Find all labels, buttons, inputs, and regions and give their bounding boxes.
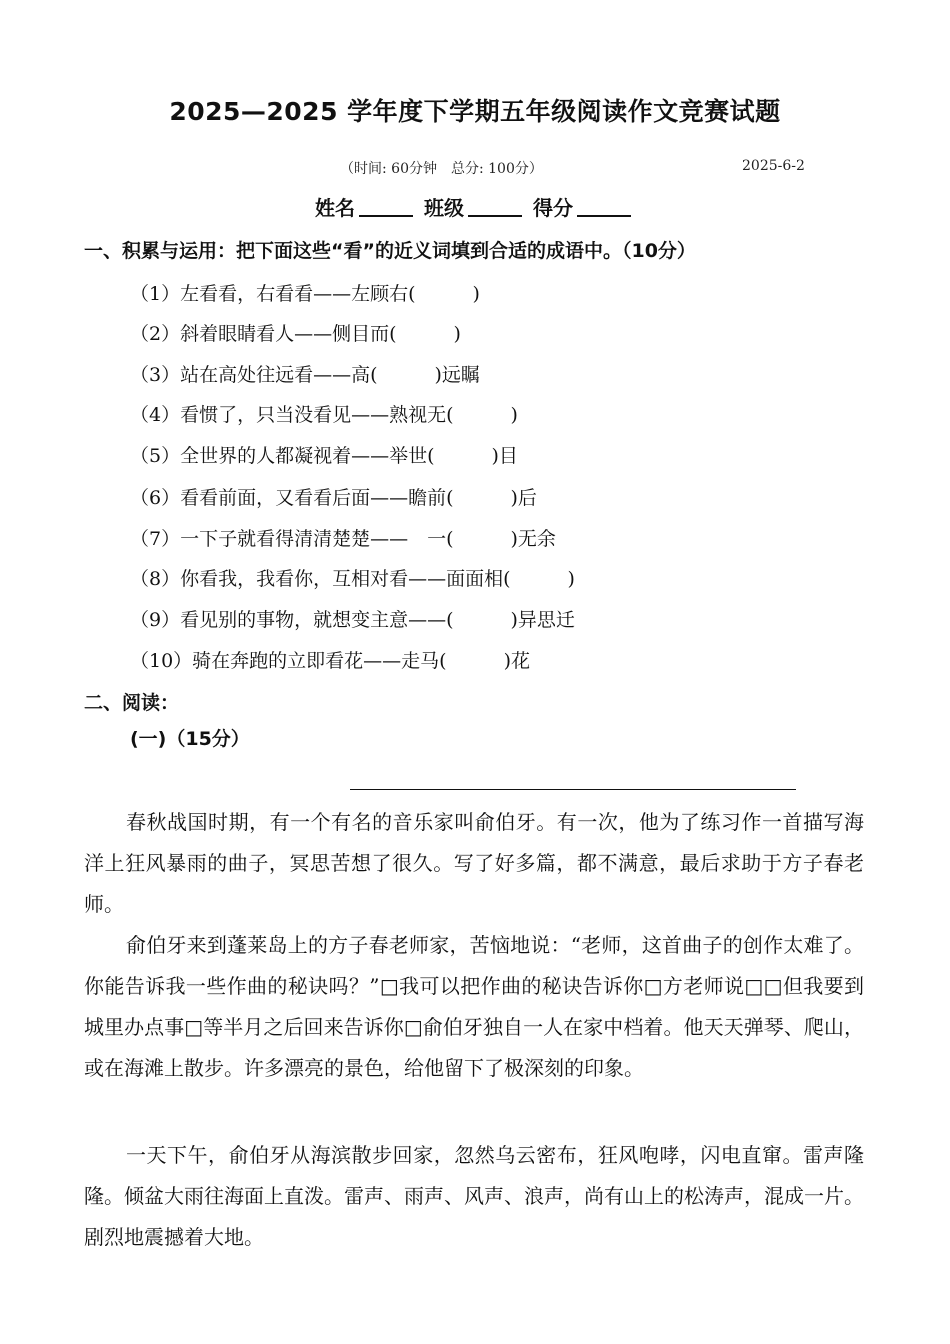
question-item: （5）全世界的人都凝视着——举世( )目 bbox=[130, 445, 518, 467]
question-item: （3）站在高处往远看——高( )远瞩 bbox=[130, 364, 480, 386]
class-blank[interactable] bbox=[468, 195, 522, 217]
score-label: 得分 bbox=[532, 196, 573, 220]
reading-passage-heading: (一)（15分） bbox=[130, 728, 250, 750]
section2-heading: 二、阅读： bbox=[84, 692, 180, 714]
title-answer-line[interactable] bbox=[350, 789, 796, 790]
student-info-line bbox=[0, 192, 950, 221]
exam-date: 2025-6-2 bbox=[742, 158, 805, 174]
question-item: （8）你看我，我看你，互相对看——面面相( ) bbox=[130, 568, 575, 590]
exam-time-score-info: （时间: 60分钟 总分: 100分） bbox=[340, 161, 543, 177]
name-blank[interactable] bbox=[359, 195, 413, 217]
class-label: 班级 bbox=[424, 196, 464, 220]
name-label: 姓名 bbox=[315, 196, 356, 220]
exam-title: 2025—2025 学年度下学期五年级阅读作文竞赛试题 bbox=[169, 97, 781, 126]
passage-paragraph: 春秋战国时期，有一个有名的音乐家叫俞伯牙。有一次，他为了练习作一首描写海洋上狂风暴雨的曲子，冥思苦想了很久。写了好多篇，都不满意，最后求助于方子春老师。 bbox=[84, 810, 864, 916]
section1-heading: 一、积累与运用：把下面这些“看”的近义词填到合适的成语中。（10分） bbox=[84, 240, 696, 262]
passage-paragraph: 俞伯牙来到蓬莱岛上的方子春老师家，苦恼地说：“老师，这首曲子的创作太难了。你能告诉我一些作曲的秘诀吗？”□我可以把作曲的秘诀告诉你□方老师说□□但我要到城里办点事□等半月之后回来告诉你□俞伯牙独自一人在家中档着。他天天弹琴、爬山，或在海滩上散步。许多漂亮的景色，给他留下了极深刻的印象。 bbox=[84, 933, 864, 1080]
question-item: （10）骑在奔跑的立即看花——走马( )花 bbox=[130, 650, 531, 672]
question-item: （4）看惯了，只当没看见——熟视无( ) bbox=[130, 404, 518, 426]
question-item: （2）斜着眼睛看人——侧目而( ) bbox=[130, 323, 461, 345]
question-item: （1）左看看，右看看——左顾右( ) bbox=[130, 283, 480, 305]
question-item: （9）看见别的事物，就想变主意——( )异思迁 bbox=[130, 609, 575, 631]
passage-paragraph: 一天下午，俞伯牙从海滨散步回家，忽然乌云密布，狂风咆哮，闪电直窜。雷声隆隆。倾盆大雨往海面上直泼。雷声、雨声、风声、浪声，尚有山上的松涛声，混成一片。剧烈地震撼着大地。 bbox=[84, 1143, 864, 1249]
question-item: （7）一下子就看得清清楚楚—— 一( )无余 bbox=[130, 528, 556, 550]
question-item: （6）看看前面，又看看后面——瞻前( )后 bbox=[130, 487, 537, 509]
score-blank[interactable] bbox=[577, 195, 631, 217]
